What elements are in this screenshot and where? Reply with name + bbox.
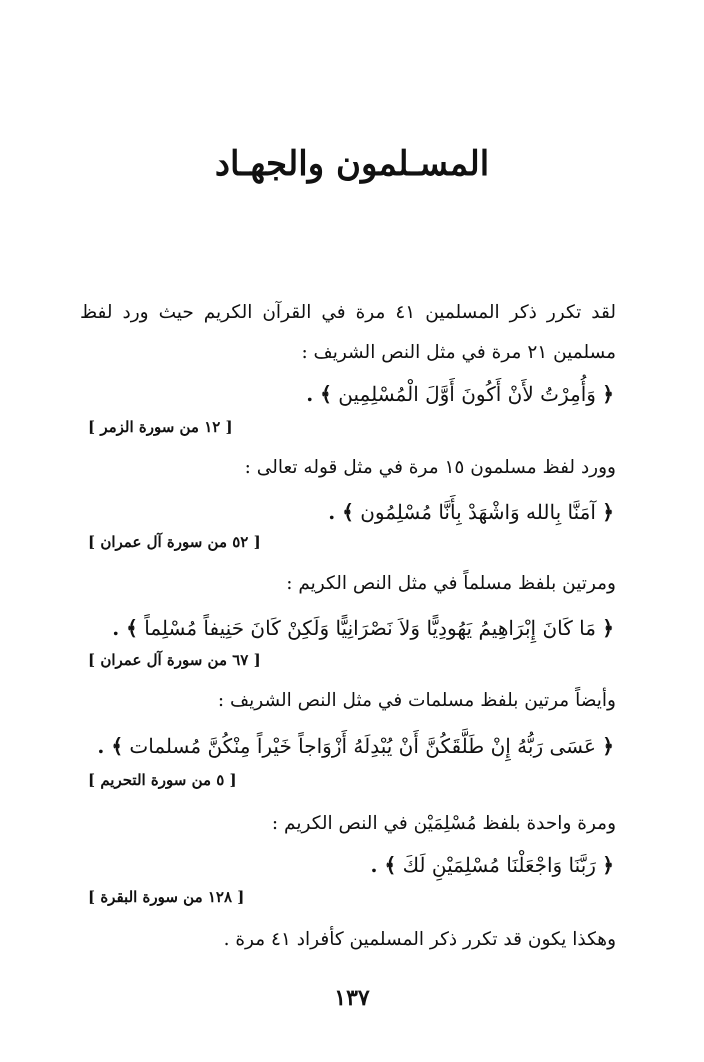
verse-1	[80, 382, 614, 406]
verse-text: آمَنَّا بِالله وَاشْهَدْ بِأَنَّا مُسْلِمُون	[360, 500, 596, 524]
verse-reference-1: [ ١٢ من سورة الزمر ]	[88, 418, 233, 436]
verse-3	[80, 616, 614, 640]
section-intro-2: وورد لفظ مسلمون ١٥ مرة في مثل قوله تعالى :	[244, 457, 616, 478]
page-title: المسـلمون والجهـاد	[214, 144, 490, 184]
verse-open-bracket: ﴿	[602, 734, 614, 758]
verse-close-bracket: ﴾ .	[97, 734, 124, 758]
verse-open-bracket: ﴿	[602, 382, 614, 406]
verse-reference-4: [ ٥ من سورة التحريم ]	[88, 771, 237, 789]
verse-2	[80, 500, 614, 524]
verse-text: مَا كَانَ إِبْرَاهِيمُ يَهُودِيًّا وَلاَ نَصْرَانِيًّا وَلَكِنْ كَانَ حَنِيفاً مُسْلِماً	[144, 616, 596, 640]
verse-open-bracket: ﴿	[602, 853, 614, 877]
section-intro-5: ومرة واحدة بلفظ مُسْلِمَيْن في النص الكريم :	[271, 813, 616, 834]
verse-reference-5: [ ١٢٨ من سورة البقرة ]	[88, 888, 245, 906]
verse-open-bracket: ﴿	[602, 616, 614, 640]
verse-close-bracket: ﴾ .	[306, 382, 332, 406]
section-intro-3: ومرتين بلفظ مسلماً في مثل النص الكريم :	[286, 573, 616, 594]
verse-reference-2: [ ٥٢ من سورة آل عمران ]	[88, 533, 261, 551]
verse-text: عَسَى رَبُّهُ إِنْ طَلَّقَكُنَّ أَنْ يُبْدِلَهُ أَزْوَاجاً خَيْراً مِنْكُنَّ مُسلمات	[129, 734, 596, 758]
verse-5	[80, 853, 614, 877]
verse-reference-3: [ ٦٧ من سورة آل عمران ]	[88, 651, 261, 669]
verse-close-bracket: ﴾ .	[328, 500, 354, 524]
conclusion-line: وهكذا يكون قد تكرر ذكر المسلمين كأفراد ٤١ مرة .	[223, 929, 616, 950]
verse-close-bracket: ﴾ .	[370, 853, 397, 877]
verse-text: وَأُمِرْتُ لأَنْ أَكُونَ أَوَّلَ الْمُسْلِمِين	[338, 382, 596, 406]
intro-line-1: لقد تكرر ذكر المسلمين ٤١ مرة في القرآن الكريم حيث ورد لفظ	[80, 302, 616, 323]
verse-close-bracket: ﴾ .	[112, 616, 138, 640]
intro-line-2: مسلمين ٢١ مرة في مثل النص الشريف :	[301, 342, 616, 363]
verse-4	[80, 734, 614, 758]
verse-open-bracket: ﴿	[602, 500, 614, 524]
section-intro-4: وأيضاً مرتين بلفظ مسلمات في مثل النص الشريف :	[217, 690, 616, 711]
verse-text: رَبَّنَا وَاجْعَلْنَا مُسْلِمَيْنِ لَكَ	[402, 853, 596, 877]
page-number: ١٣٧	[334, 985, 370, 1011]
